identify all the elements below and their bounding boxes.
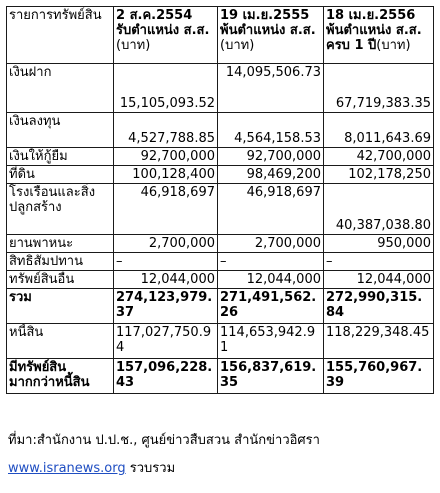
cell-2556: 118,229,348.45: [324, 324, 434, 359]
row-label: ยานพาหนะ: [7, 235, 114, 253]
row-label: หนี้สิน: [7, 324, 114, 359]
cell-2555: 12,044,000: [218, 271, 324, 289]
cell-2555: 271,491,562.26: [218, 289, 324, 324]
cell-2556: 8,011,643.69: [324, 113, 434, 148]
row-vehicles: [7, 235, 434, 253]
row-label: มีทรัพย์สินมากกว่าหนี้สิน: [7, 359, 114, 394]
cell-2554: 274,123,979.37: [114, 289, 218, 324]
header-status-2554: รับตำแหน่ง ส.ส.: [116, 23, 210, 38]
cell-2554: 157,096,228.43: [114, 359, 218, 394]
source-note: ที่มา:สำนักงาน ป.ป.ช., ศูนย์ข่าวสืบสวน สำนักข่าวอิศรา: [8, 433, 320, 448]
header-unit-2555: (บาท): [220, 38, 255, 53]
cell-2556: 272,990,315.84: [324, 289, 434, 324]
cell-2554: 2,700,000: [114, 235, 218, 253]
cell-2555: 98,469,200: [218, 166, 324, 184]
row-label: เงินให้กู้ยืม: [7, 148, 114, 166]
header-date-2555: 19 เม.ย.2555: [220, 8, 310, 23]
header-status-2556: พ้นตำแหน่ง ส.ส.: [326, 23, 422, 38]
credit-suffix: รวบรวม: [125, 461, 176, 476]
header-term-2556: ครบ 1 ปี: [326, 38, 377, 53]
row-net-assets: [7, 359, 434, 394]
header-date-2556: 18 เม.ย.2556: [326, 8, 416, 23]
header-label: รายการทรัพย์สิน: [7, 7, 114, 64]
cell-2554: 100,128,400: [114, 166, 218, 184]
header-date-2554: 2 ส.ค.2554: [116, 8, 193, 23]
cell-2554: 92,700,000: [114, 148, 218, 166]
row-label: สิทธิสัมปทาน: [7, 253, 114, 271]
row-other-assets: [7, 271, 434, 289]
header-col-2556: [324, 7, 434, 64]
cell-2555: 156,837,619.35: [218, 359, 324, 394]
header-unit-2554: (บาท): [116, 38, 151, 53]
cell-2556: 67,719,383.35: [324, 64, 434, 113]
cell-2554: 4,527,788.85: [114, 113, 218, 148]
cell-2555: 14,095,506.73: [218, 64, 324, 113]
row-label: ทรัพย์สินอื่น: [7, 271, 114, 289]
row-total: [7, 289, 434, 324]
cell-2555: 4,564,158.53: [218, 113, 324, 148]
row-liabilities: [7, 324, 434, 359]
cell-2555: 46,918,697: [218, 184, 324, 235]
header-col-2554: [114, 7, 218, 64]
cell-2556: –: [324, 253, 434, 271]
row-label: โรงเรือนและสิ่งปลูกสร้าง: [7, 184, 114, 235]
row-deposits: [7, 64, 434, 113]
row-loans: [7, 148, 434, 166]
cell-2556: 40,387,038.80: [324, 184, 434, 235]
row-buildings: [7, 184, 434, 235]
row-concessions: [7, 253, 434, 271]
row-label: เงินฝาก: [7, 64, 114, 113]
cell-2554: 117,027,750.94: [114, 324, 218, 359]
row-label: ที่ดิน: [7, 166, 114, 184]
row-label: เงินลงทุน: [7, 113, 114, 148]
asset-table: [6, 6, 434, 394]
cell-2555: 92,700,000: [218, 148, 324, 166]
cell-2556: 12,044,000: [324, 271, 434, 289]
cell-2555: 2,700,000: [218, 235, 324, 253]
cell-2555: –: [218, 253, 324, 271]
isranews-link[interactable]: www.isranews.org: [8, 461, 126, 476]
row-investments: [7, 113, 434, 148]
cell-2556: 155,760,967.39: [324, 359, 434, 394]
header-unit-2556: (บาท): [376, 38, 411, 53]
cell-2554: 15,105,093.52: [114, 64, 218, 113]
header-period-2556: [326, 38, 431, 53]
cell-2554: 12,044,000: [114, 271, 218, 289]
credit-line: [8, 461, 436, 477]
header-status-2555: พ้นตำแหน่ง ส.ส.: [220, 23, 316, 38]
cell-2554: –: [114, 253, 218, 271]
cell-2554: 46,918,697: [114, 184, 218, 235]
row-label: รวม: [7, 289, 114, 324]
header-col-2555: [218, 7, 324, 64]
row-land: [7, 166, 434, 184]
cell-2556: 950,000: [324, 235, 434, 253]
cell-2556: 102,178,250: [324, 166, 434, 184]
cell-2555: 114,653,942.91: [218, 324, 324, 359]
header-row: [7, 7, 434, 64]
cell-2556: 42,700,000: [324, 148, 434, 166]
